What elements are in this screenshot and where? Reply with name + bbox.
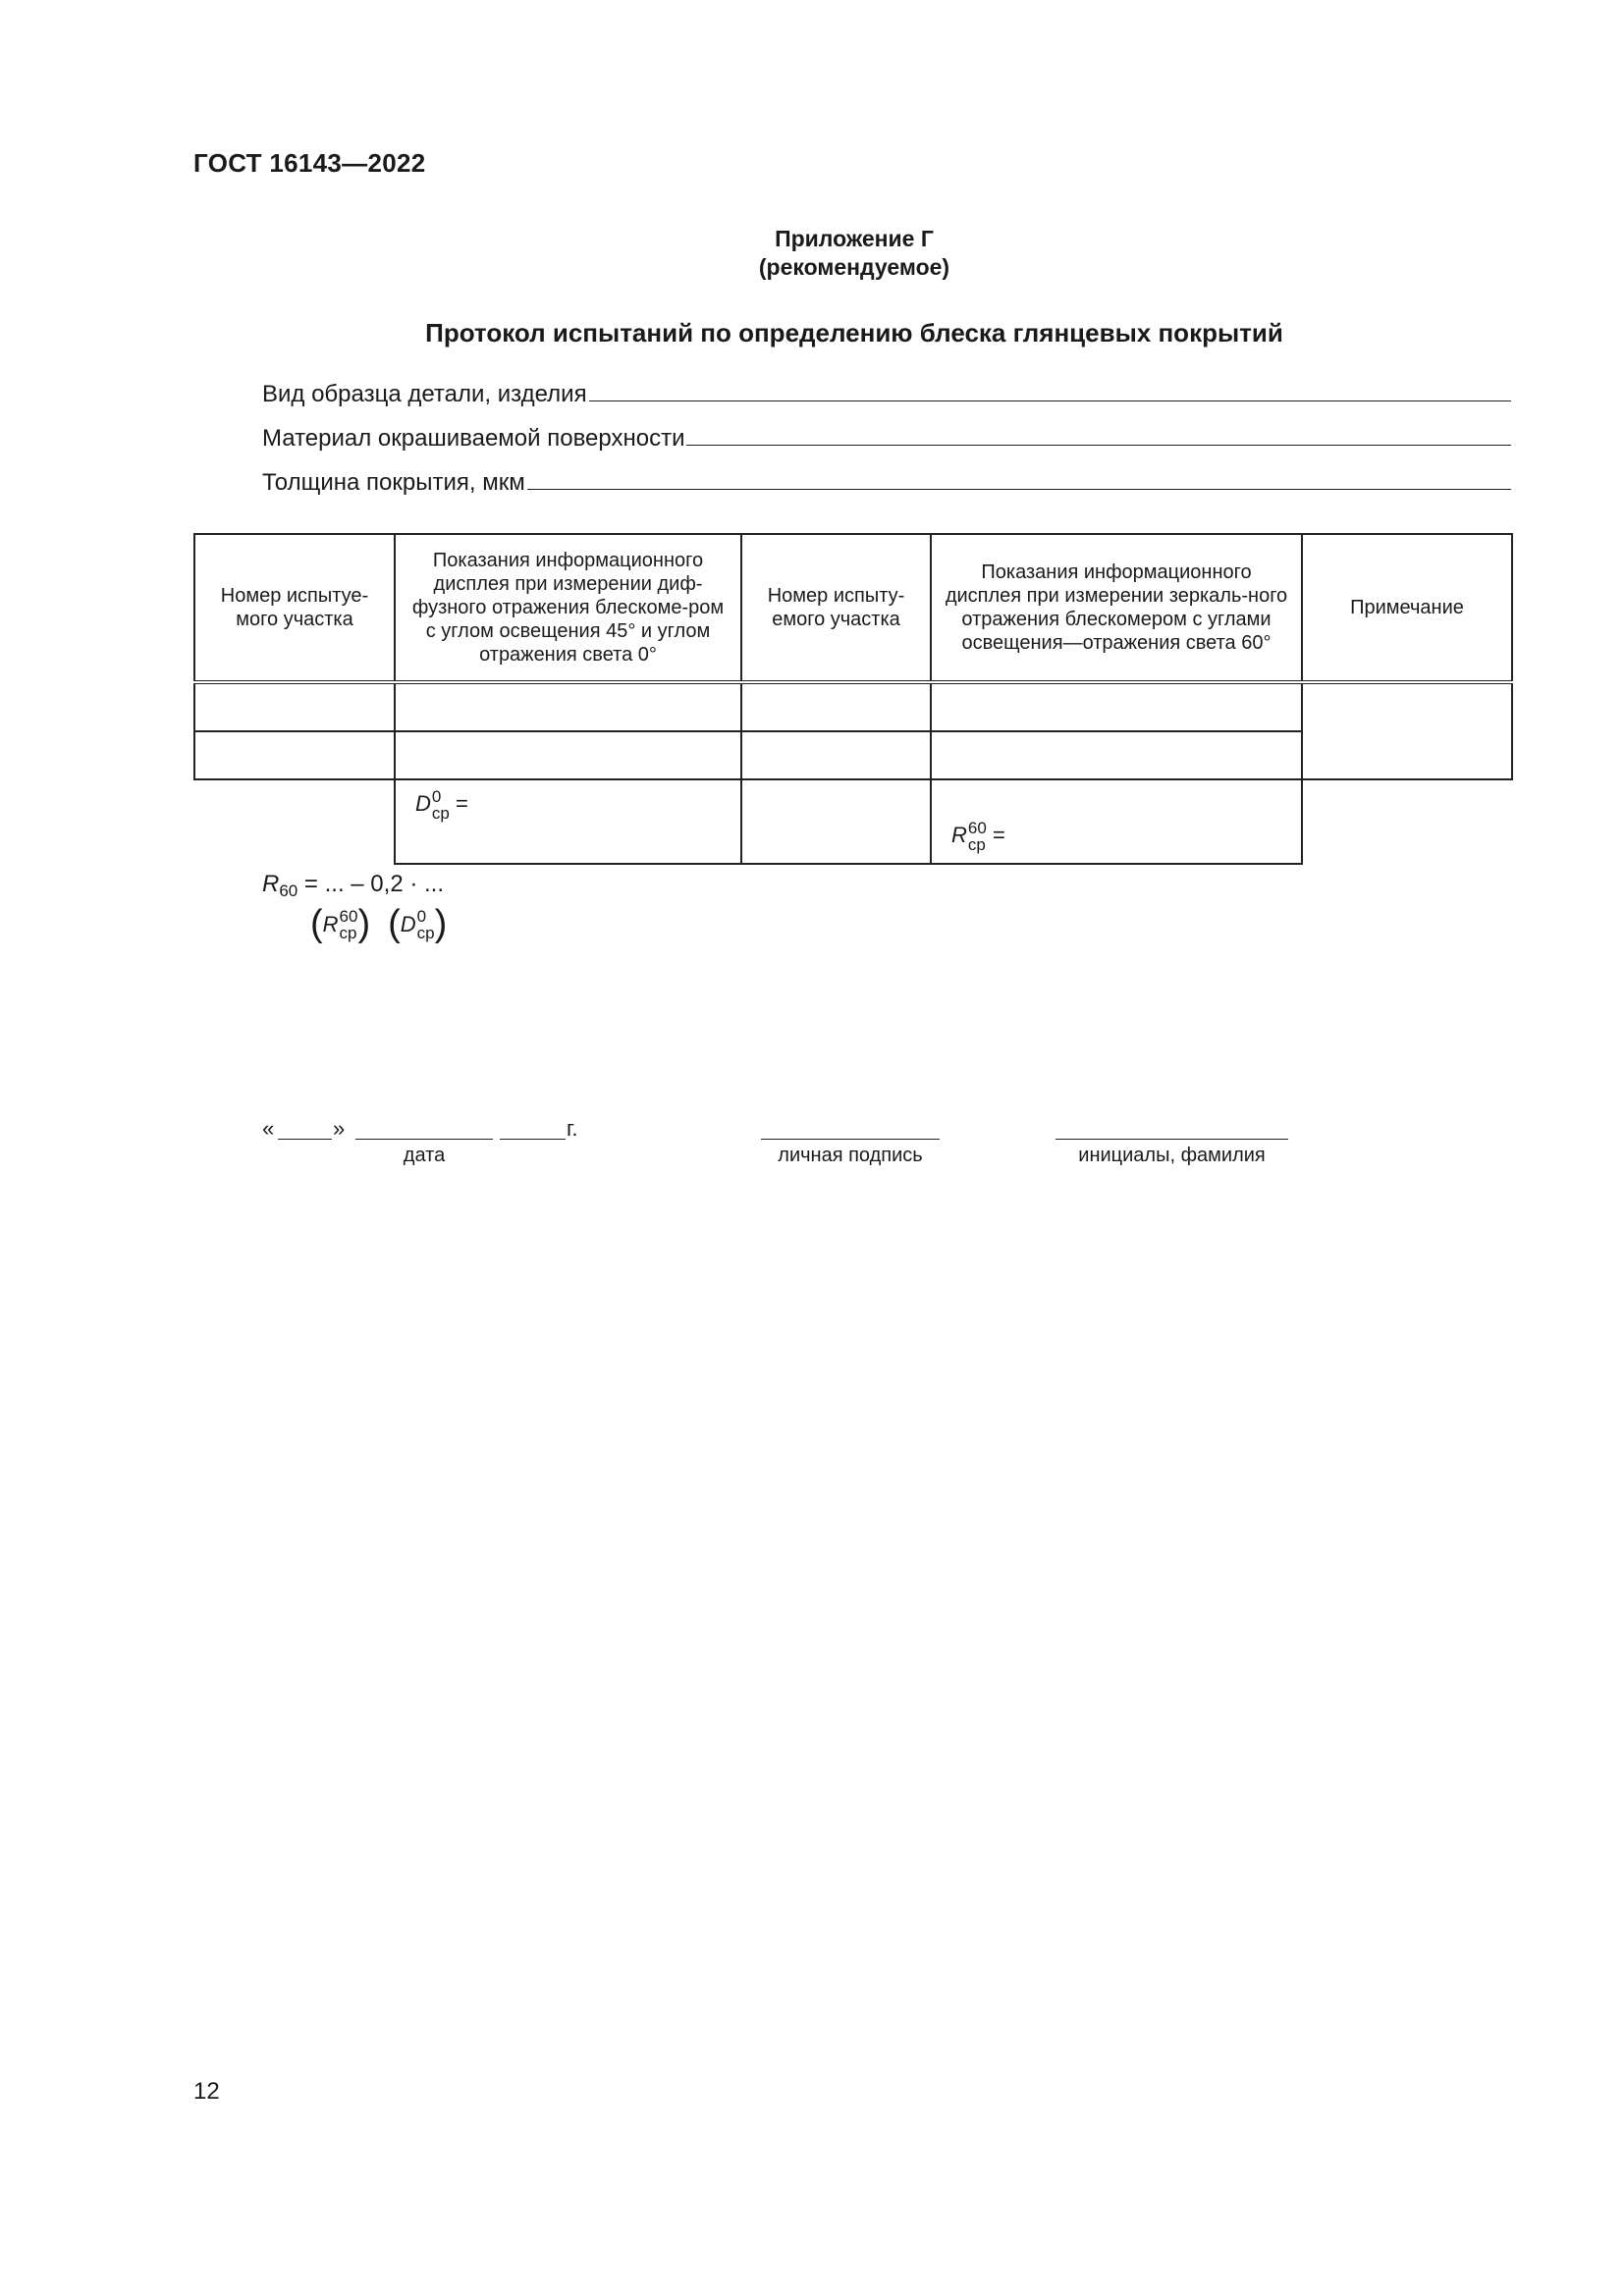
appendix-subtitle: (рекомендуемое) <box>758 254 950 280</box>
empty-cell <box>1302 779 1512 864</box>
header-site-number: Номер испытуе-мого участка <box>194 534 395 682</box>
empty-bordered-cell <box>741 779 931 864</box>
field-label: Материал окрашиваемой поверхности <box>262 425 685 452</box>
formula-subscript: 60 <box>279 881 298 900</box>
appendix-title: Приложение Г <box>775 226 934 251</box>
header-specular-reading: Показания информационного дисплея при измерении зеркаль-ного отражения блескомером с углами освещения—отражения света 60° <box>931 534 1302 682</box>
protocol-title: Протокол испытаний по определению блеска глянцевых покрытий <box>425 318 1283 347</box>
quote-close: » <box>333 1116 346 1141</box>
formula-rhs: = ... – 0,2 · ... <box>298 871 444 897</box>
header-site-number-2: Номер испыту-емого участка <box>741 534 931 682</box>
document-code: ГОСТ 16143—2022 <box>193 148 426 178</box>
formula-notes <box>310 903 447 945</box>
table-cell[interactable] <box>194 731 395 779</box>
fill-line[interactable] <box>589 379 1511 401</box>
field-surface-material[interactable] <box>262 423 1511 453</box>
page-number: 12 <box>193 2078 220 2105</box>
sub: ср <box>967 835 986 854</box>
day-fill-line[interactable] <box>278 1117 332 1140</box>
table-cell[interactable] <box>395 731 741 779</box>
table-cell[interactable] <box>931 731 1302 779</box>
equals: = <box>455 790 468 816</box>
table-row <box>194 682 1512 731</box>
protocol-table <box>193 533 1513 865</box>
quote-open: « <box>262 1116 275 1141</box>
formula-symbol: R <box>262 871 280 897</box>
table-cell[interactable] <box>741 731 931 779</box>
name-label: инициалы, фамилия <box>1078 1145 1266 1166</box>
signature-fill-line[interactable] <box>761 1117 940 1140</box>
year-fill-line[interactable] <box>500 1117 566 1140</box>
table-header-row <box>194 534 1512 682</box>
year-suffix: г. <box>567 1116 578 1141</box>
month-fill-line[interactable] <box>355 1117 493 1140</box>
fill-line[interactable] <box>686 423 1511 446</box>
table-cell[interactable] <box>741 682 931 731</box>
total-specular-cell[interactable] <box>931 779 1302 864</box>
formula-note-r: ( R 60 ср ) <box>310 903 371 944</box>
table-total-row <box>194 779 1512 864</box>
table-cell[interactable] <box>931 682 1302 731</box>
note-cell[interactable] <box>1302 682 1512 779</box>
signature-label: личная подпись <box>778 1145 923 1166</box>
sub: ср <box>431 804 450 823</box>
formula-note-d: ( D 0 ср ) <box>388 903 448 944</box>
field-label: Вид образца детали, изделия <box>262 381 587 407</box>
symbol-r: R <box>951 822 967 847</box>
date-label: дата <box>403 1145 446 1166</box>
field-coating-thickness[interactable] <box>262 467 1511 497</box>
header-note: Примечание <box>1302 534 1512 682</box>
header-diffuse-reading: Показания информационного дисплея при измерении диф-фузного отражения блескоме-ром с углом освещения 45° и углом отражения света 0° <box>395 534 741 682</box>
field-label: Толщина покрытия, мкм <box>262 469 525 496</box>
fill-line[interactable] <box>527 467 1511 490</box>
field-sample-type[interactable] <box>262 379 1511 408</box>
equals: = <box>992 822 1005 847</box>
table-cell[interactable] <box>395 682 741 731</box>
gloss-formula <box>262 871 444 901</box>
empty-cell <box>194 779 395 864</box>
sup: 0 <box>431 787 442 806</box>
symbol-d: D <box>415 790 431 816</box>
total-diffuse-cell[interactable] <box>395 779 741 864</box>
name-fill-line[interactable] <box>1056 1117 1288 1140</box>
sup: 60 <box>967 819 987 837</box>
table-cell[interactable] <box>194 682 395 731</box>
